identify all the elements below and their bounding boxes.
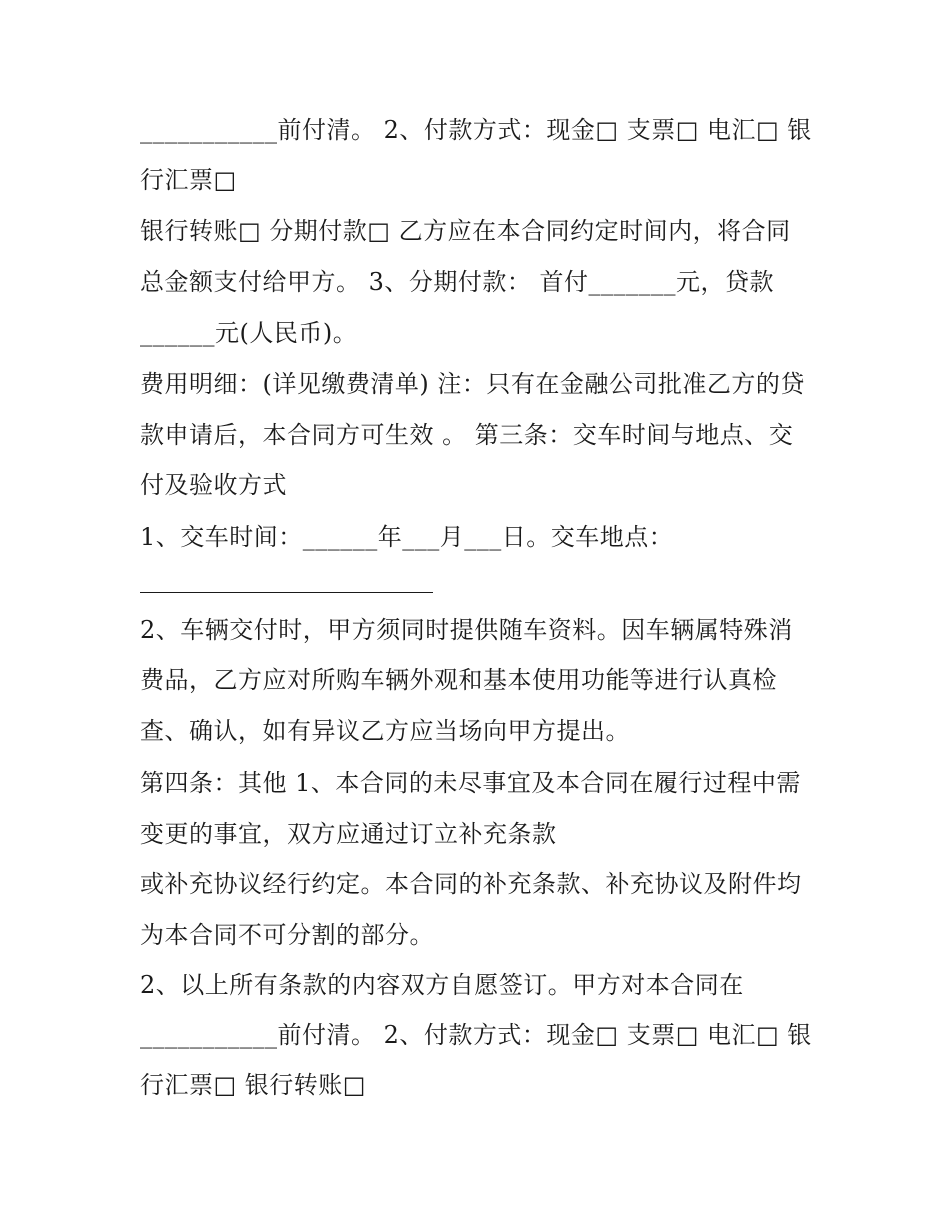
text-line: 变更的事宜，双方应通过订立补充条款 — [140, 820, 557, 848]
text-line: 查、确认，如有异议乙方应当场向甲方提出。 — [140, 717, 630, 745]
text-line: ______元(人民币)。 — [140, 319, 358, 347]
text-line: ___________前付清。 2、付款方式：现金□ 支票□ 电汇□ 银 — [140, 116, 812, 144]
text-line: 付及验收方式 — [140, 471, 287, 499]
text-line: 款申请后，本合同方可生效 。 第三条：交车时间与地点、交 — [140, 421, 794, 449]
text-line: 或补充协议经行约定。本合同的补充条款、补充协议及附件均 — [140, 870, 802, 898]
text-line: 行汇票□ — [140, 166, 237, 194]
text-line: 银行转账□ 分期付款□ 乙方应在本合同约定时间内，将合同 — [140, 217, 791, 245]
text-line: 2、以上所有条款的内容双方自愿签订。甲方对本合同在 — [140, 971, 744, 999]
text-line: ___________前付清。 2、付款方式：现金□ 支票□ 电汇□ 银 — [140, 1021, 812, 1049]
text-line: 费用明细：(详见缴费清单) 注：只有在金融公司批准乙方的贷 — [140, 370, 805, 398]
text-line: 1、交车时间：______年___月___日。交车地点： — [140, 523, 674, 551]
text-line: 为本合同不可分割的部分。 — [140, 921, 434, 949]
text-line: 2、车辆交付时，甲方须同时提供随车资料。因车辆属特殊消 — [140, 616, 793, 644]
text-line: 总金额支付给甲方。 3、分期付款： 首付_______元，贷款 — [140, 268, 775, 296]
text-line: 行汇票□ 银行转账□ — [140, 1071, 366, 1099]
text-line: 第四条：其他 1、本合同的未尽事宜及本合同在履行过程中需 — [140, 769, 801, 797]
text-line: 费品，乙方应对所购车辆外观和基本使用功能等进行认真检 — [140, 666, 777, 694]
blank-underline — [140, 592, 433, 593]
